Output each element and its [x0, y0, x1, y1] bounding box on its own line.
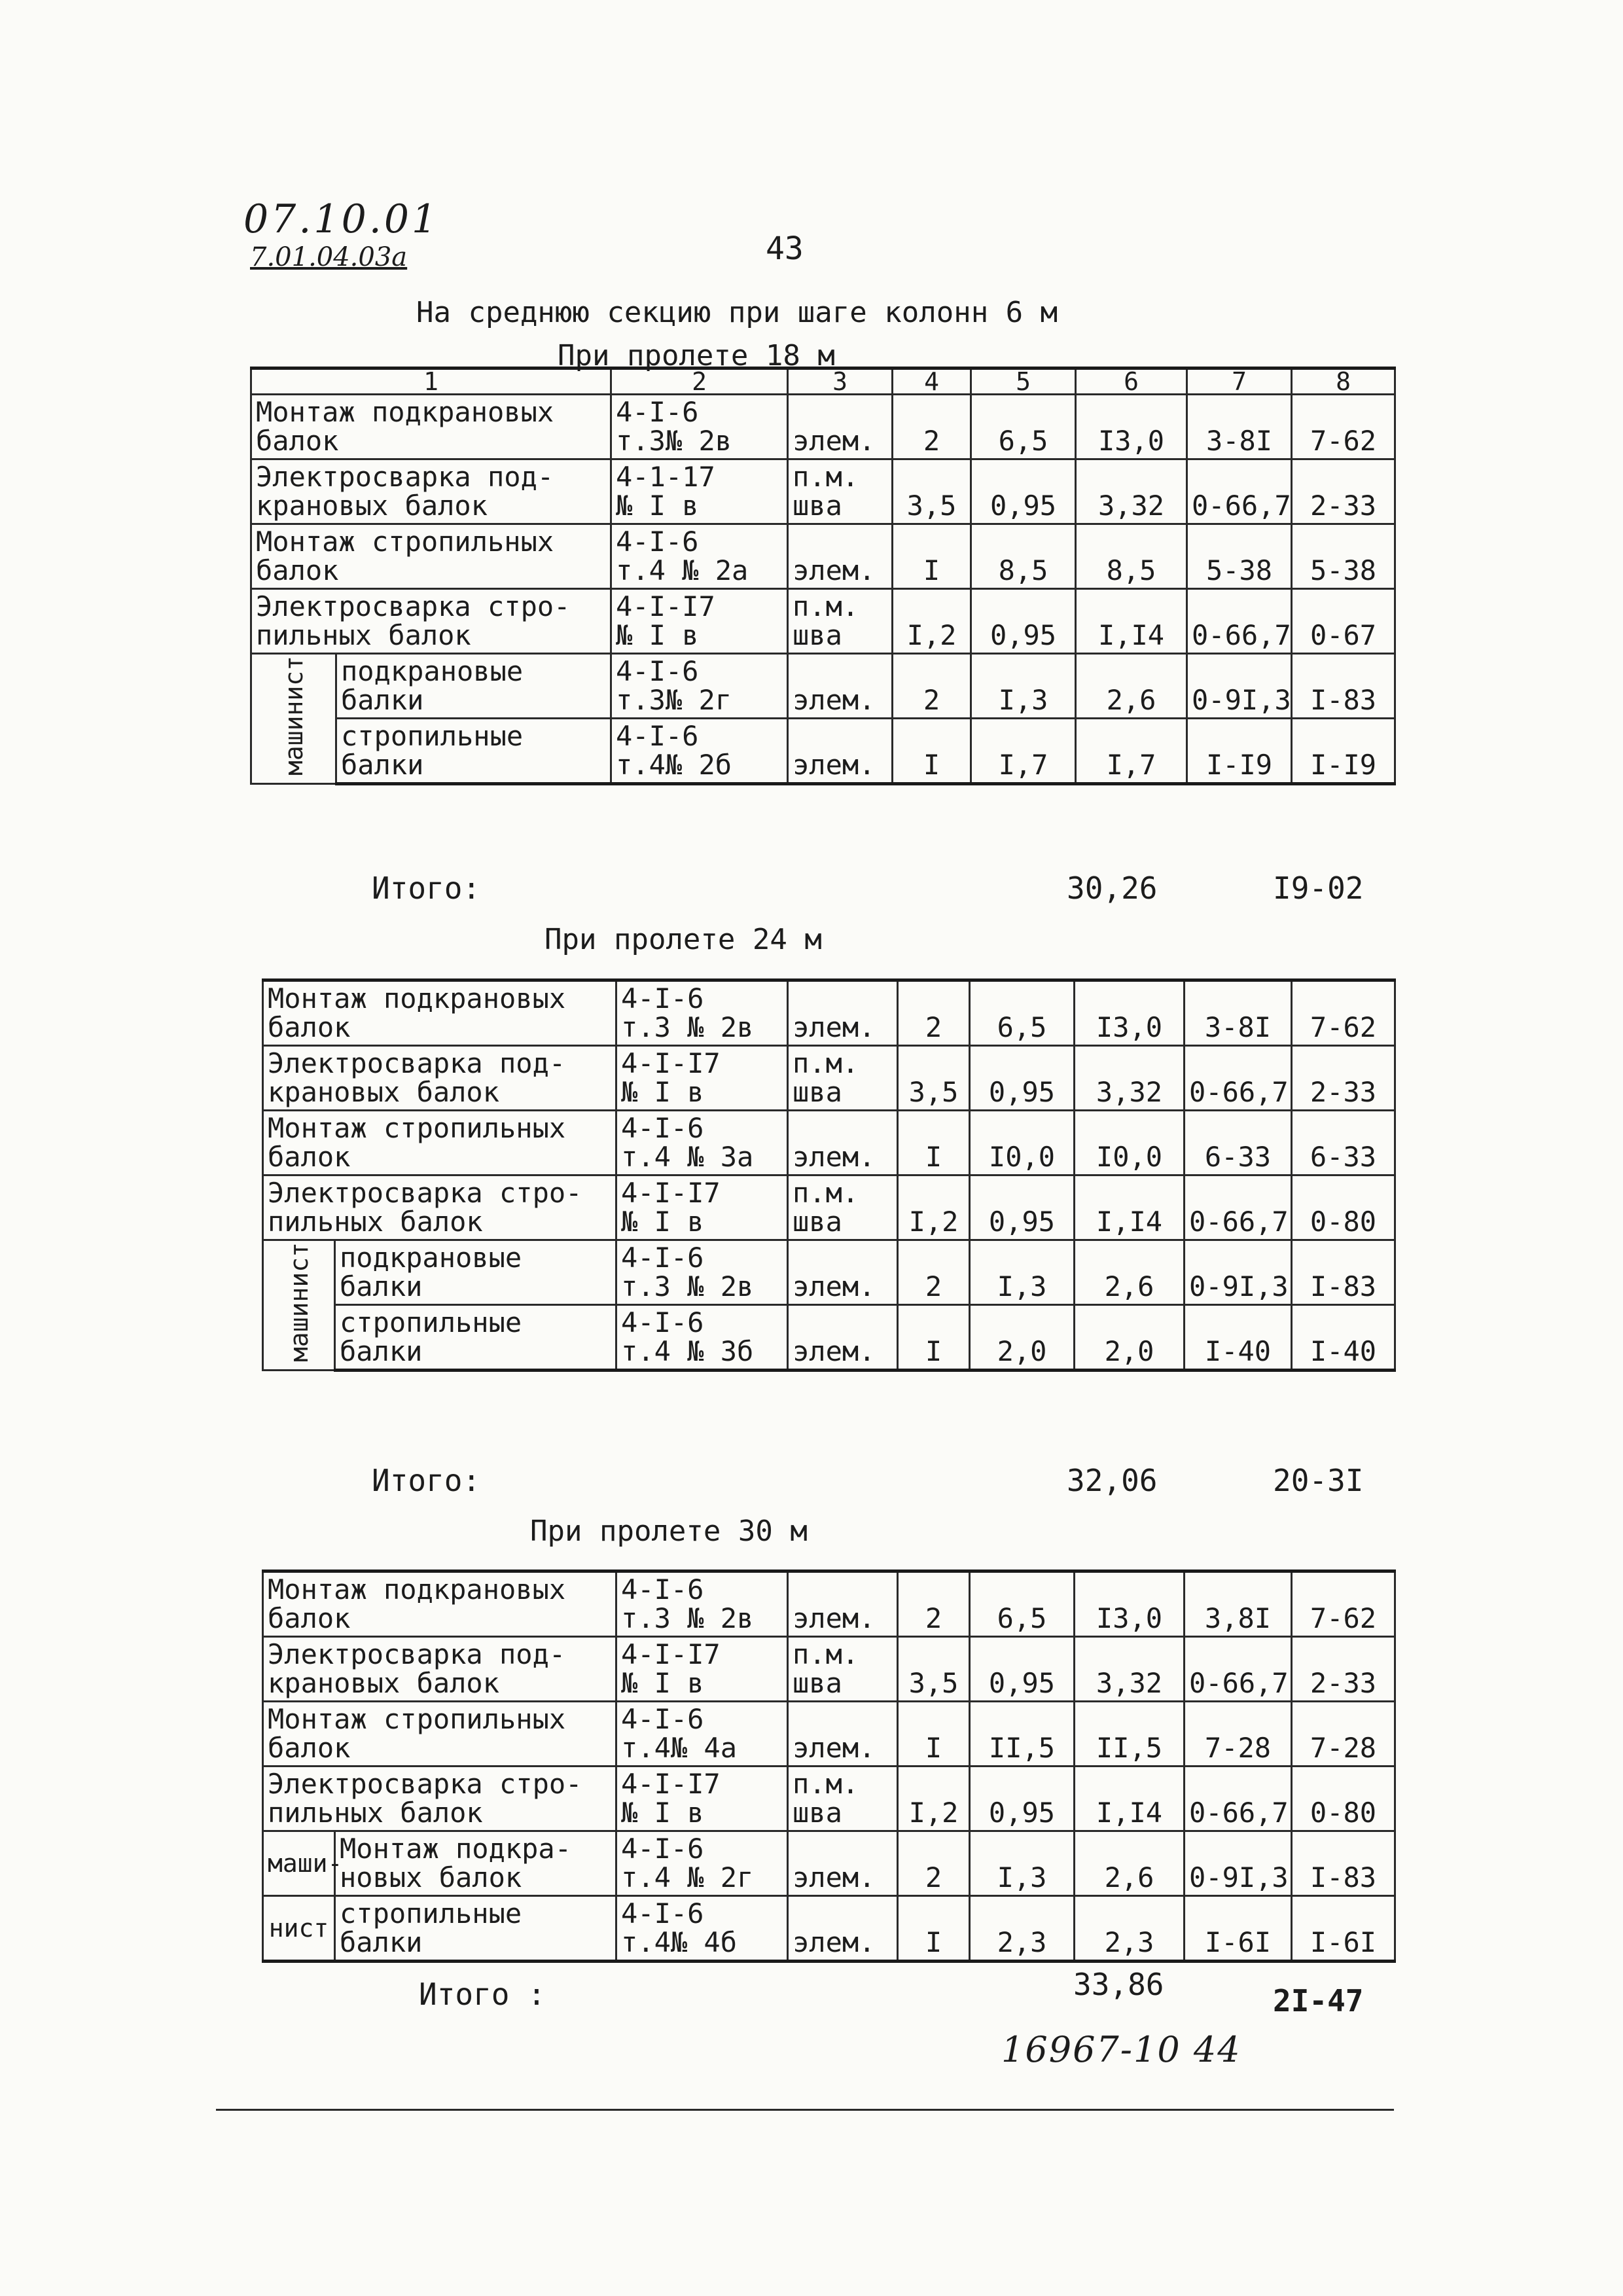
- table-row: [263, 1702, 1395, 1767]
- cell-c8: 2-33: [1292, 1637, 1395, 1702]
- norm-ref: № I в: [616, 619, 699, 651]
- norm-ref: № I в: [616, 490, 699, 522]
- cell-c8: 7-62: [1292, 395, 1395, 459]
- table-row: [263, 1240, 1395, 1305]
- cell-c8: I-83: [1292, 654, 1395, 719]
- cell-c5: 2,3: [970, 1896, 1075, 1962]
- norm-ref: т.3№ 2в: [616, 425, 732, 457]
- norm-ref: 4-I-6: [621, 1703, 704, 1735]
- unit: п.м.: [793, 590, 859, 622]
- norm-ref: № I в: [621, 1206, 704, 1238]
- cell-c6: I3,0: [1076, 395, 1187, 459]
- cell-c4: I: [893, 524, 971, 589]
- cell-c5: 0,95: [970, 1046, 1075, 1111]
- unit: элем.: [793, 1141, 876, 1173]
- table-row: [251, 654, 1395, 719]
- unit: шва: [793, 1076, 842, 1108]
- work-name: подкрановые: [341, 655, 524, 687]
- work-name: Электросварка под-: [268, 1638, 566, 1670]
- cell-c6: 2,6: [1076, 654, 1187, 719]
- table-row: [251, 395, 1395, 459]
- unit: п.м.: [793, 1047, 859, 1079]
- cell-c5: 6,5: [971, 395, 1076, 459]
- cell-c7: 7-28: [1185, 1702, 1292, 1767]
- cell-c8: 2-33: [1292, 1046, 1395, 1111]
- norms-table-24m: [262, 978, 1396, 1372]
- work-name: балок: [256, 425, 339, 457]
- cell-c7: 3-8I: [1185, 980, 1292, 1046]
- cell-c6: 2,3: [1075, 1896, 1185, 1962]
- work-name: крановых балок: [256, 490, 488, 522]
- table-row: [263, 1111, 1395, 1175]
- norm-ref: т.4 № 3а: [621, 1141, 754, 1173]
- unit: п.м.: [793, 461, 859, 493]
- cell-c5: I,7: [971, 719, 1076, 784]
- work-name: Монтаж подкра-: [340, 1833, 572, 1865]
- cell-c6: II,5: [1075, 1702, 1185, 1767]
- unit: [793, 722, 887, 751]
- group-label: машинист: [284, 1242, 313, 1363]
- col-number-8: 8: [1292, 368, 1395, 395]
- cell-c6: I,I4: [1076, 589, 1187, 654]
- unit: [793, 398, 887, 427]
- work-name: балок: [268, 1732, 351, 1764]
- norm-ref: № I в: [621, 1667, 704, 1699]
- cell-c6: I3,0: [1075, 980, 1185, 1046]
- cell-c4: 2: [893, 395, 971, 459]
- cell-c4: I: [898, 1305, 970, 1371]
- cell-c7: 0-66,7: [1185, 1175, 1292, 1240]
- cell-c5: 0,95: [970, 1175, 1075, 1240]
- work-name: Монтаж стропильных: [256, 526, 554, 558]
- norm-ref: т.4 № 2а: [616, 554, 749, 586]
- work-name: балки: [341, 749, 424, 781]
- cell-c6: I,I4: [1075, 1175, 1185, 1240]
- cell-c5: 2,0: [970, 1305, 1075, 1371]
- cell-c6: 2,6: [1075, 1831, 1185, 1896]
- cell-c8: I-83: [1292, 1240, 1395, 1305]
- norm-ref: 4-I-6: [616, 720, 699, 752]
- norm-ref: т.3 № 2в: [621, 1270, 754, 1302]
- table-row: [251, 589, 1395, 654]
- group-label: маши-: [263, 1831, 335, 1896]
- norm-ref: № I в: [621, 1797, 704, 1829]
- cell-c4: I,2: [893, 589, 971, 654]
- cell-c7: I-6I: [1185, 1896, 1292, 1962]
- cell-c4: I: [898, 1111, 970, 1175]
- work-name: крановых балок: [268, 1667, 500, 1699]
- unit: элем.: [793, 1011, 876, 1043]
- cell-c8: I-6I: [1292, 1896, 1395, 1962]
- cell-c7: 0-9I,3: [1185, 1240, 1292, 1305]
- norm-ref: 4-I-I7: [621, 1177, 721, 1209]
- cell-c8: I-83: [1292, 1831, 1395, 1896]
- norm-ref: т.4№ 4б: [621, 1926, 738, 1958]
- cell-c8: 0-80: [1292, 1175, 1395, 1240]
- cell-c5: 0,95: [970, 1637, 1075, 1702]
- table-row: [263, 1831, 1395, 1896]
- total-cost: 30,26: [1067, 870, 1158, 906]
- total-label: Итого:: [372, 1463, 481, 1498]
- table-row: [263, 1896, 1395, 1962]
- section-heading-24m: При пролете 24 м: [544, 923, 822, 956]
- cell-c4: 2: [898, 980, 970, 1046]
- cell-c7: 0-66,7: [1185, 1046, 1292, 1111]
- cell-c6: I3,0: [1075, 1571, 1185, 1637]
- cell-c8: I-I9: [1292, 719, 1395, 784]
- col-number-6: 6: [1076, 368, 1187, 395]
- table-row: [263, 1305, 1395, 1371]
- col-number-3: 3: [788, 368, 893, 395]
- work-name: Электросварка стро-: [268, 1177, 582, 1209]
- table-row: [263, 1571, 1395, 1637]
- cell-c5: I,3: [970, 1240, 1075, 1305]
- col-number-4: 4: [893, 368, 971, 395]
- unit: [793, 528, 887, 556]
- total-labour: I9-02: [1273, 870, 1364, 906]
- cell-c4: 2: [893, 654, 971, 719]
- section-heading-30m: При пролете 30 м: [530, 1515, 808, 1548]
- cell-c8: 6-33: [1292, 1111, 1395, 1175]
- norm-ref: 4-I-6: [616, 526, 699, 558]
- cell-c7: 0-66,7: [1187, 459, 1292, 524]
- cell-c6: I,I4: [1075, 1767, 1185, 1831]
- norm-ref: 4-I-I7: [621, 1638, 721, 1670]
- cell-c4: I: [898, 1896, 970, 1962]
- cell-c7: 5-38: [1187, 524, 1292, 589]
- work-name: крановых балок: [268, 1076, 500, 1108]
- total-label: Итого :: [419, 1977, 546, 2012]
- unit: элем.: [793, 425, 876, 457]
- norms-table-18m: [250, 367, 1396, 785]
- cell-c5: I,3: [970, 1831, 1075, 1896]
- archive-stamp: 16967-10 44: [1001, 2029, 1241, 2070]
- unit: элем.: [793, 1270, 876, 1302]
- work-name: балок: [268, 1141, 351, 1173]
- total-labour: 2I-47: [1273, 1983, 1364, 2018]
- cell-c8: I-40: [1292, 1305, 1395, 1371]
- unit: [793, 1114, 893, 1143]
- section-heading-18m: При пролете 18 м: [558, 339, 835, 372]
- unit: элем.: [793, 1732, 876, 1764]
- footer-divider: [216, 2109, 1394, 2111]
- table-row: [263, 1637, 1395, 1702]
- total-labour: 20-3I: [1273, 1463, 1364, 1498]
- cell-c4: 2: [898, 1831, 970, 1896]
- cell-c5: 0,95: [971, 459, 1076, 524]
- cell-c7: 0-66,7: [1187, 589, 1292, 654]
- norm-ref: т.4№ 2б: [616, 749, 732, 781]
- table-row: [263, 1175, 1395, 1240]
- cell-c6: I0,0: [1075, 1111, 1185, 1175]
- cell-c7: 0-66,7: [1185, 1637, 1292, 1702]
- norm-ref: 4-I-I7: [621, 1768, 721, 1800]
- col-number-1: 1: [251, 368, 611, 395]
- page-title: На среднюю секцию при шаге колонн 6 м: [416, 296, 1058, 329]
- cell-c7: I-I9: [1187, 719, 1292, 784]
- col-number-7: 7: [1187, 368, 1292, 395]
- cell-c4: 3,5: [893, 459, 971, 524]
- norm-ref: 4-I-I7: [616, 590, 715, 622]
- unit: элем.: [793, 1602, 876, 1634]
- work-name: Электросварка стро-: [268, 1768, 582, 1800]
- norm-ref: 4-I-6: [621, 1306, 704, 1338]
- unit: элем.: [793, 1335, 876, 1367]
- work-name: новых балок: [340, 1861, 522, 1893]
- work-name: балок: [256, 554, 339, 586]
- total-cost: 32,06: [1067, 1463, 1158, 1498]
- unit: п.м.: [793, 1768, 859, 1800]
- work-name: балок: [268, 1011, 351, 1043]
- unit: [793, 1899, 893, 1928]
- cell-c4: I: [898, 1702, 970, 1767]
- cell-c4: 2: [898, 1240, 970, 1305]
- work-name: Электросварка стро-: [256, 590, 571, 622]
- work-name: стропильные: [340, 1306, 522, 1338]
- work-name: подкрановые: [340, 1242, 522, 1274]
- cell-c4: 2: [898, 1571, 970, 1637]
- work-name: балок: [268, 1602, 351, 1634]
- cell-c7: 0-9I,3: [1187, 654, 1292, 719]
- norm-ref: № I в: [621, 1076, 704, 1108]
- cell-c8: 7-62: [1292, 980, 1395, 1046]
- work-name: стропильные: [340, 1897, 522, 1929]
- work-name: Электросварка под-: [256, 461, 554, 493]
- cell-c4: I,2: [898, 1175, 970, 1240]
- cell-c8: 0-80: [1292, 1767, 1395, 1831]
- unit: п.м.: [793, 1177, 859, 1209]
- work-name: Монтаж стропильных: [268, 1703, 566, 1735]
- norm-ref: 4-I-6: [616, 655, 699, 687]
- cell-c8: 2-33: [1292, 459, 1395, 524]
- unit: элем.: [793, 1926, 876, 1958]
- work-name: пильных балок: [256, 619, 471, 651]
- unit: элем.: [793, 684, 876, 716]
- work-name: стропильные: [341, 720, 524, 752]
- cell-c4: I: [893, 719, 971, 784]
- work-name: Электросварка под-: [268, 1047, 566, 1079]
- table-row: [251, 524, 1395, 589]
- group-label: нист: [263, 1896, 335, 1962]
- unit: [793, 657, 887, 686]
- work-name: Монтаж подкрановых: [256, 396, 554, 428]
- document-code: 07.10.01: [243, 196, 440, 242]
- work-name: балки: [340, 1926, 423, 1958]
- unit: шва: [793, 490, 842, 522]
- unit: [793, 1575, 893, 1604]
- norm-ref: т.4№ 4а: [621, 1732, 738, 1764]
- cell-c6: I,7: [1076, 719, 1187, 784]
- unit: [793, 1244, 893, 1272]
- norm-ref: т.3 № 2в: [621, 1602, 754, 1634]
- cell-c5: 6,5: [970, 1571, 1075, 1637]
- unit: [793, 1308, 893, 1337]
- cell-c4: I,2: [898, 1767, 970, 1831]
- norm-ref: 4-I-6: [621, 1242, 704, 1274]
- norm-ref: т.4 № 2г: [621, 1861, 754, 1893]
- norm-ref: 4-I-6: [616, 396, 699, 428]
- unit: элем.: [793, 1861, 876, 1893]
- cell-c6: 8,5: [1076, 524, 1187, 589]
- unit: [793, 1835, 893, 1863]
- cell-c5: 6,5: [970, 980, 1075, 1046]
- norm-ref: т.3№ 2г: [616, 684, 732, 716]
- unit: [793, 984, 893, 1013]
- norm-ref: 4-I-6: [621, 1833, 704, 1865]
- cell-c7: 3,8I: [1185, 1571, 1292, 1637]
- unit: шва: [793, 619, 842, 651]
- cell-c5: 0,95: [970, 1767, 1075, 1831]
- norm-ref: 4-I-I7: [621, 1047, 721, 1079]
- cell-c7: 0-9I,3: [1185, 1831, 1292, 1896]
- cell-c4: 3,5: [898, 1637, 970, 1702]
- page-number: 43: [766, 230, 804, 267]
- work-name: Монтаж подкрановых: [268, 1573, 566, 1605]
- unit: шва: [793, 1667, 842, 1699]
- cell-c5: I,3: [971, 654, 1076, 719]
- cell-c5: II,5: [970, 1702, 1075, 1767]
- cell-c7: 3-8I: [1187, 395, 1292, 459]
- norm-ref: 4-I-6: [621, 1573, 704, 1605]
- table-row: [263, 980, 1395, 1046]
- table-row: [251, 459, 1395, 524]
- cell-c6: 2,6: [1075, 1240, 1185, 1305]
- cell-c6: 3,32: [1075, 1637, 1185, 1702]
- work-name: балки: [340, 1335, 423, 1367]
- unit: элем.: [793, 749, 876, 781]
- norm-ref: т.3 № 2в: [621, 1011, 754, 1043]
- work-name: пильных балок: [268, 1206, 483, 1238]
- norm-ref: т.4 № 3б: [621, 1335, 754, 1367]
- work-name: Монтаж подкрановых: [268, 982, 566, 1014]
- norm-ref: 4-I-6: [621, 1112, 704, 1144]
- work-name: балки: [341, 684, 424, 716]
- unit: шва: [793, 1797, 842, 1829]
- col-number-5: 5: [971, 368, 1076, 395]
- cell-c5: 8,5: [971, 524, 1076, 589]
- cell-c6: 2,0: [1075, 1305, 1185, 1371]
- cell-c8: 7-62: [1292, 1571, 1395, 1637]
- norm-ref: 4-I-6: [621, 982, 704, 1014]
- table-row: [251, 719, 1395, 784]
- norm-ref: 4-1-17: [616, 461, 715, 493]
- table-row: [263, 1046, 1395, 1111]
- unit: [793, 1705, 893, 1734]
- unit: шва: [793, 1206, 842, 1238]
- cell-c7: 0-66,7: [1185, 1767, 1292, 1831]
- cell-c8: 7-28: [1292, 1702, 1395, 1767]
- cell-c7: 6-33: [1185, 1111, 1292, 1175]
- group-label: машинист: [279, 656, 308, 776]
- cell-c5: I0,0: [970, 1111, 1075, 1175]
- cell-c8: 5-38: [1292, 524, 1395, 589]
- work-name: пильных балок: [268, 1797, 483, 1829]
- cell-c6: 3,32: [1075, 1046, 1185, 1111]
- col-number-2: 2: [611, 368, 788, 395]
- table-row: [263, 1767, 1395, 1831]
- norms-table-30m: [262, 1570, 1396, 1963]
- work-name: Монтаж стропильных: [268, 1112, 566, 1144]
- total-label: Итого:: [372, 870, 481, 906]
- total-cost: 33,86: [1073, 1967, 1164, 2002]
- cell-c8: 0-67: [1292, 589, 1395, 654]
- document-subcode: 7.01.04.03a: [250, 242, 408, 272]
- unit: элем.: [793, 554, 876, 586]
- work-name: балки: [340, 1270, 423, 1302]
- cell-c7: I-40: [1185, 1305, 1292, 1371]
- cell-c5: 0,95: [971, 589, 1076, 654]
- cell-c4: 3,5: [898, 1046, 970, 1111]
- norm-ref: 4-I-6: [621, 1897, 704, 1929]
- unit: п.м.: [793, 1638, 859, 1670]
- cell-c6: 3,32: [1076, 459, 1187, 524]
